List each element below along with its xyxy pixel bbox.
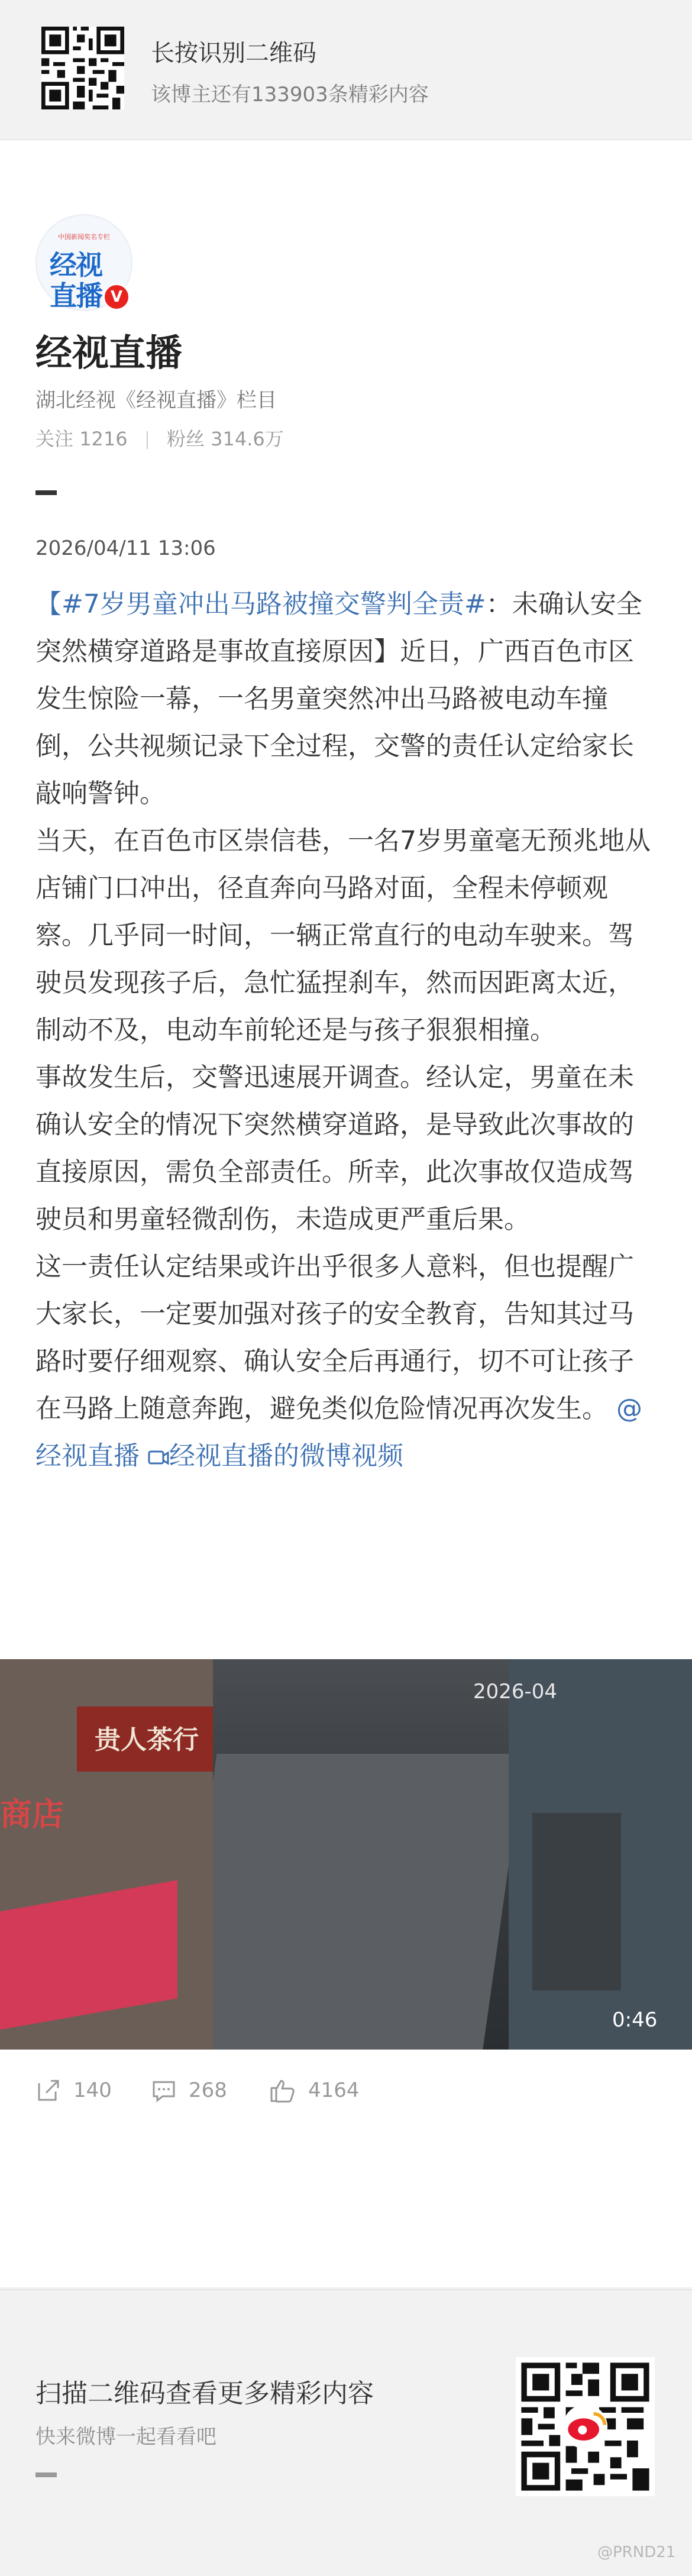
footer-divider — [0, 2289, 692, 2290]
video-link-label: 经视直播的微博视频 — [169, 1441, 403, 1471]
footer-subtitle: 快来微博一起看看吧 — [35, 2425, 216, 2449]
video-player[interactable] — [0, 1659, 692, 2050]
hashtag-link[interactable]: 【#7岁男童冲出马路被撞交警判全责# — [35, 589, 486, 619]
qr-code-icon[interactable] — [41, 27, 124, 109]
repost-count: 140 — [73, 2079, 112, 2102]
account-name[interactable]: 经视直播 — [35, 331, 183, 374]
video-icon — [148, 1449, 169, 1467]
like-count: 4164 — [308, 2079, 360, 2102]
avatar-logo-line1: 经视 — [50, 249, 102, 281]
video-link[interactable] — [148, 1441, 403, 1471]
video-duration: 0:46 — [612, 2008, 658, 2032]
repost-button[interactable] — [35, 2077, 112, 2103]
qr-banner — [0, 0, 692, 140]
paragraph-4 — [35, 1243, 659, 1480]
like-button[interactable] — [269, 2077, 360, 2103]
comment-button[interactable] — [151, 2077, 227, 2103]
post-body — [35, 581, 659, 1480]
avatar-caption: 中国新闻奖名专栏 — [58, 233, 110, 241]
follow-count: 1216 — [79, 428, 128, 450]
footer-title: 扫描二维码查看更多精彩内容 — [35, 2378, 374, 2409]
banner-subtitle: 该博主还有133903条精彩内容 — [151, 83, 429, 106]
account-stats — [35, 424, 284, 451]
verified-badge: V — [103, 283, 130, 311]
video-shop-text: 商店 — [0, 1796, 64, 1833]
paragraph-2: 当天，在百色市区崇信巷，一名7岁男童毫无预兆地从店铺门口冲出，径直奔向马路对面，全程未停顿观察。几乎同一时间，一辆正常直行的电动车驶来。驾驶员发现孩子后，急忙猛捏刹车，然而因距离太近，制动不及，电动车前轮还是与孩子狠狠相撞。 — [35, 826, 651, 1045]
watermark-text: @PRND21 — [597, 2543, 676, 2561]
fans-count: 314.6万 — [211, 428, 284, 450]
lead-text: ：未确认安全突然横穿道路是事故直接原因】近日，广西百色市区发生惊险一幕，一名男童突然冲出马路被电动车撞倒，公共视频记录下全过程，交警的责任认定给家长敲响警钟。 — [35, 589, 642, 809]
stats-divider — [147, 431, 148, 449]
footer — [0, 2289, 692, 2576]
footer-dash — [35, 2472, 57, 2477]
repost-icon — [35, 2077, 62, 2103]
avatar[interactable] — [35, 214, 132, 311]
comment-count: 268 — [189, 2079, 227, 2102]
fans-label: 粉丝 — [166, 428, 205, 450]
banner-title: 长按识别二维码 — [151, 40, 316, 67]
action-bar — [0, 2070, 692, 2118]
paragraph-1 — [35, 581, 659, 817]
section-dash — [35, 490, 57, 495]
mention-link[interactable]: @经视直播 — [35, 1394, 642, 1471]
post-date: 2026/04/11 13:06 — [35, 536, 216, 560]
avatar-logo-line2: 直播 — [50, 280, 102, 312]
paragraph-3: 事故发生后，交警迅速展开调查。经认定，男童在未确认安全的情况下突然横穿道路，是导致此次事故的直接原因，需负全部责任。所幸，此次事故仅造成驾驶员和男童轻微刮伤，未造成更严重后果。 — [35, 1062, 634, 1234]
video-shutter — [532, 1813, 621, 1990]
weibo-qr-code-icon[interactable] — [516, 2357, 655, 2496]
account-description: 湖北经视《经视直播》栏目 — [35, 389, 277, 412]
video-road — [173, 1754, 524, 2050]
comment-icon — [151, 2077, 177, 2103]
paragraph-4-text: 这一责任认定结果或许出乎很多人意料，但也提醒广大家长，一定要加强对孩子的安全教育，告知其过马路时要仔细观察、确认安全后再通行，切不可让孩子在马路上随意奔跑，避免类似危险情况再次发生。 — [35, 1252, 634, 1424]
video-timestamp: 2026-04 — [473, 1680, 558, 1704]
follow-label: 关注 — [35, 428, 74, 450]
video-shop-sign-text: 贵人茶行 — [95, 1725, 199, 1755]
thumbs-up-icon — [269, 2077, 296, 2103]
